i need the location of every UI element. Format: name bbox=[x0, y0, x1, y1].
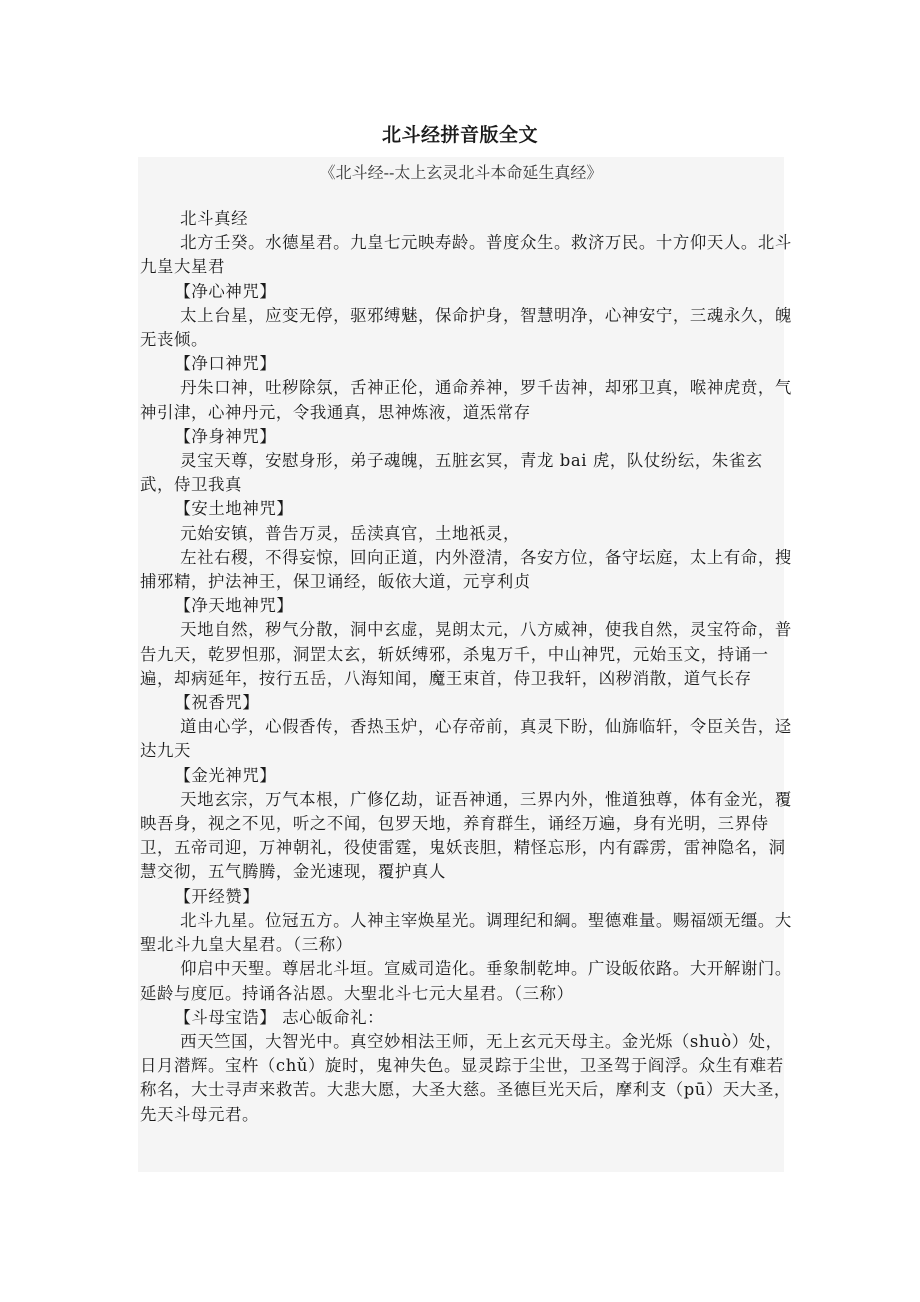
paragraph-beidou-zhenjing: 北斗真经 bbox=[180, 209, 249, 228]
paragraph-antudi-2: 左社右稷，不得妄惊，回向正道，内外澄清，各安方位，备守坛庭，太上有命，搜捕邪精，护法神王，保卫诵经，皈依大道，元亨利贞 bbox=[140, 547, 792, 592]
paragraph-kaijingzan-2: 仰启中天聖。尊居北斗垣。宣威司造化。垂象制乾坤。广设皈依路。大开解谢门。延龄与度厄。持诵各沾恩。大聖北斗七元大星君。（三称） bbox=[140, 959, 792, 1003]
paragraph-jingkou: 丹朱口神，吐秽除氛，舌神正伦，通命养神，罗千齿神，却邪卫真，喉神虎贲，气神引津，心神丹元，令我通真，思神炼液，道炁常存 bbox=[140, 378, 792, 422]
paragraph-jingxin: 太上台星，应变无停，驱邪缚魅，保命护身，智慧明净，心神安宁，三魂永久，魄无丧倾。 bbox=[140, 305, 792, 350]
paragraph-jingshen: 灵宝天尊，安慰身形，弟子魂魄，五脏玄冥，青龙 bai 虎，队仗纷纭，朱雀玄武，侍卫我真 bbox=[140, 451, 763, 495]
section-heading-jinguang: 【金光神咒】 bbox=[174, 765, 277, 785]
paragraph-antudi-1: 元始安镇，普告万灵，岳渎真官，土地祇灵， bbox=[180, 523, 520, 543]
section-heading-jingshen: 【净身神咒】 bbox=[174, 426, 277, 446]
document-body bbox=[140, 207, 794, 1127]
section-heading-zhuxiang: 【祝香咒】 bbox=[174, 693, 260, 713]
content-area bbox=[138, 157, 792, 1172]
section-heading-kaijingzan: 【开经赞】 bbox=[174, 886, 260, 906]
paragraph-jinguang: 天地玄宗，万气本根，广修亿劫，证吾神通，三界内外，惟道独尊，体有金光，覆映吾身，视之不见，听之不闻，包罗天地，养育群生，诵经万遍，身有光明，三界侍卫，五帝司迎，万神朝礼，役使雷霆，鬼妖丧胆，精怪忘形，内有霹雳，雷神隐名，洞慧交彻，五气腾腾，金光速现，覆护真人 bbox=[140, 789, 792, 882]
paragraph-jingtiandi: 天地自然，秽气分散，洞中玄虚，晃朗太元，八方威神，使我自然，灵宝符命，普告九天，乾罗怛那，洞罡太玄，斩妖缚邪，杀鬼万千，中山神咒，元始玉文，持诵一遍，却病延年，按行五岳，八海知闻，魔王束首，侍卫我轩，凶秽消散，道气长存 bbox=[140, 620, 792, 688]
paragraph-kaijingzan-1: 北斗九星。位冠五方。人神主宰焕星光。调理纪和綱。聖德难量。赐福颂无缰。大聖北斗九皇大星君。（三称） bbox=[140, 910, 792, 955]
section-heading-jingtiandi: 【净天地神咒】 bbox=[174, 596, 294, 616]
document-subtitle: 《北斗经--太上玄灵北斗本命延生真经》 bbox=[319, 163, 603, 182]
paragraph-zhuxiang: 道由心学，心假香传，香热玉炉，心存帝前，真灵下盼，仙旆临轩，令臣关告，迳达九天 bbox=[140, 717, 792, 761]
section-heading-antudi: 【安土地神咒】 bbox=[174, 499, 294, 519]
section-heading-jingkou: 【净口神咒】 bbox=[174, 354, 277, 374]
section-heading-jingxin: 【净心神咒】 bbox=[174, 281, 277, 301]
document-title: 北斗经拼音版全文 bbox=[381, 124, 538, 146]
paragraph-doumu: 西天竺国，大智光中。真空妙相法王师，无上玄元天母主。金光烁（shuò）处，日月潜辉。宝杵（chǔ）旋时，鬼神失色。显灵踪于尘世，卫圣驾于阎浮。众生有难若称名，大士寻声来救苦。大悲大愿，大圣大慈。圣德巨光天后，摩利支（pū）天大圣，先天斗母元君。 bbox=[140, 1031, 791, 1124]
section-heading-doumu: 【斗母宝诰】 志心皈命礼： bbox=[174, 1007, 385, 1027]
paragraph-invocation: 北方壬癸。水德星君。九皇七元映寿龄。普度众生。救济万民。十方仰天人。北斗九皇大星君 bbox=[140, 233, 792, 277]
